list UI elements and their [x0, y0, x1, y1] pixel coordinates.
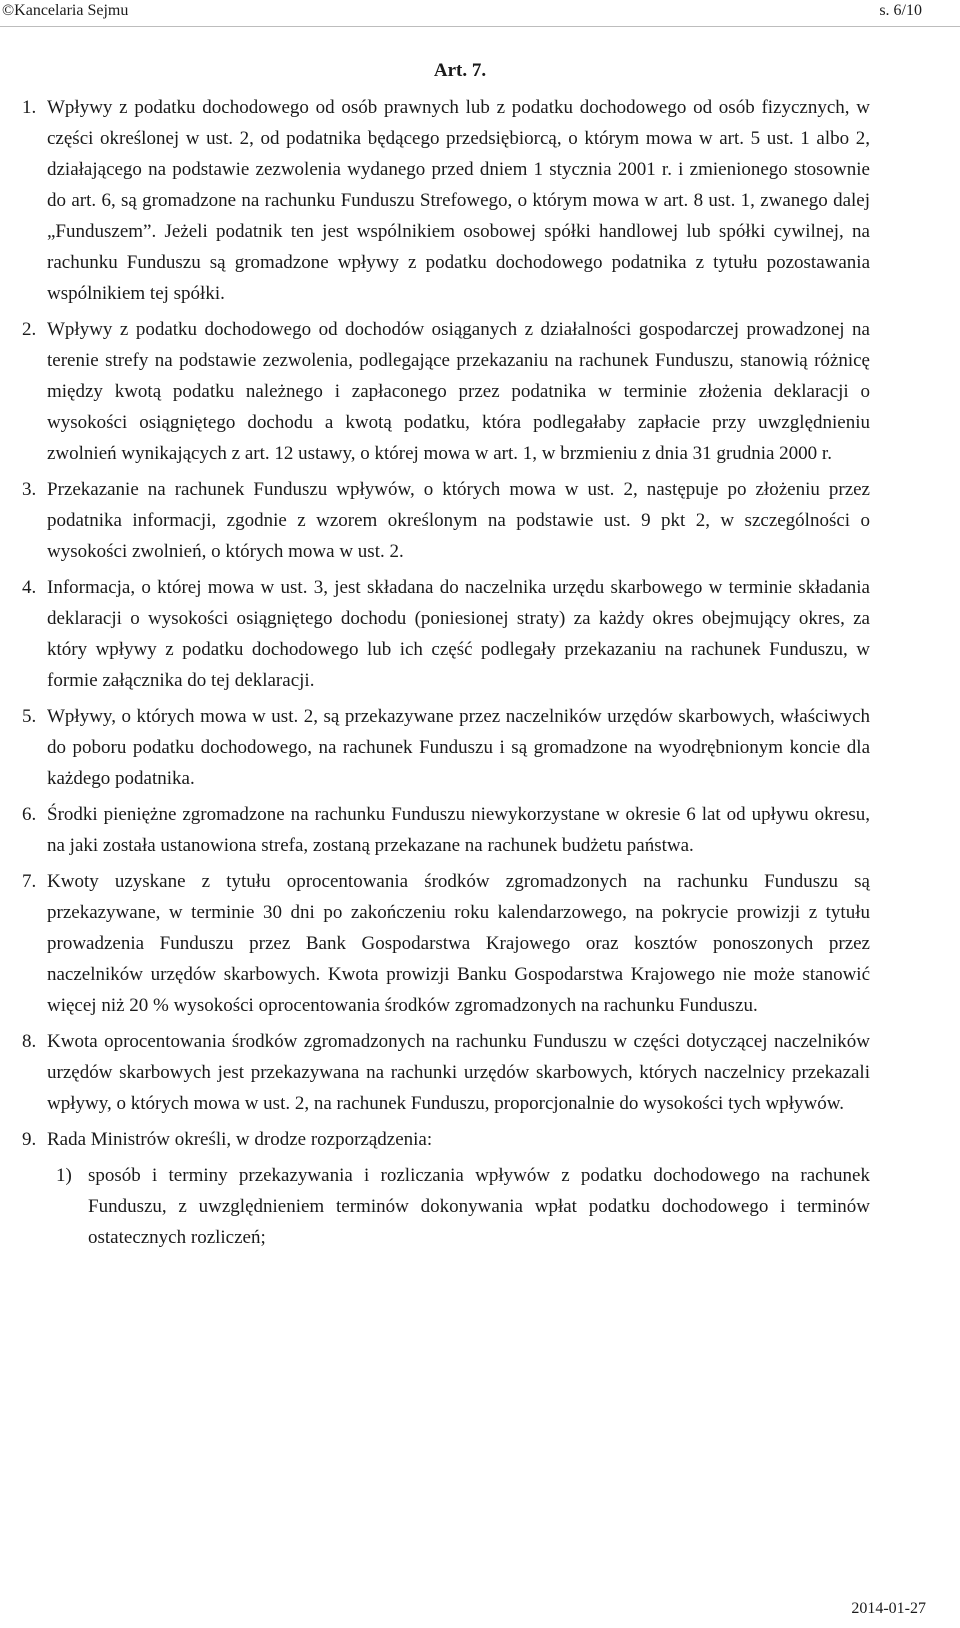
paragraph-2 — [22, 314, 870, 469]
article-content — [22, 92, 870, 1253]
paragraph-number: 8. — [22, 1031, 37, 1052]
paragraph-number: 4. — [22, 577, 37, 598]
page-header — [0, 0, 960, 27]
paragraph-8 — [22, 1026, 870, 1119]
article-title: Art. 7. — [433, 60, 487, 81]
paragraph-3 — [22, 474, 870, 567]
paragraph-text: Rada Ministrów określi, w drodze rozporządzenia: — [47, 1129, 433, 1150]
paragraph-text: Kwoty uzyskane z tytułu oprocentowania środków zgromadzonych na rachunku Funduszu są przekazywane, w terminie 30 dni po zakończeniu roku kalendarzowego, na pokrycie prowizji z tytułu prowadzenia Funduszu przez Bank Gospodarstwa Krajowego oraz kosztów ponoszonych przez naczelników urzędów skarbowych. Kwota prowizji Banku Gospodarstwa Krajowego nie może stanowić więcej niż 20 % wysokości oprocentowania środków zgromadzonych na rachunku Funduszu. — [47, 871, 870, 1016]
paragraph-text: Wpływy z podatku dochodowego od osób prawnych lub z podatku dochodowego od osób fizycznych, w części określonej w ust. 2, od podatnika będącego przedsiębiorcą, o którym mowa w art. 5 ust. 1 albo 2, działającego na podstawie zezwolenia wydanego przed dniem 1 stycznia 2001 r. i zmienionego stosownie do art. 6, są gromadzone na rachunku Funduszu Strefowego, o którym mowa w art. 8 ust. 1, zwanego dalej „Funduszem”. Jeżeli podatnik ten jest wspólnikiem osobowej spółki handlowej lub spółki cywilnej, na rachunku Funduszu są gromadzone wpływy z podatku dochodowego podatnika z tytułu pozostawania wspólnikiem tej spółki. — [47, 97, 870, 304]
paragraph-text: Środki pieniężne zgromadzone na rachunku Funduszu niewykorzystane w okresie 6 lat od upływu okresu, na jaki została ustanowiona strefa, zostaną przekazane na rachunek budżetu państwa. — [47, 804, 870, 856]
footer-date: 2014-01-27 — [851, 1600, 926, 1617]
paragraph-text: Informacja, o której mowa w ust. 3, jest składana do naczelnika urzędu skarbowego w terminie składania deklaracji o wysokości osiągniętego dochodu (poniesionej straty) za każdy okres obejmujący okres, za który wpływy z podatku dochodowego lub ich część podlegały przekazaniu na rachunek Funduszu, w formie załącznika do tej deklaracji. — [47, 577, 870, 691]
paragraph-number: 3. — [22, 479, 37, 500]
paragraph-number: 7. — [22, 871, 37, 892]
source-label: ©Kancelaria Sejmu — [2, 2, 129, 19]
point-1 — [22, 1160, 870, 1253]
paragraph-9 — [22, 1124, 870, 1155]
point-text: sposób i terminy przekazywania i rozliczania wpływów z podatku dochodowego na rachunek Funduszu, z uwzględnieniem terminów dokonywania wpłat podatku dochodowego i terminów ostatecznych rozliczeń; — [88, 1165, 870, 1248]
paragraph-4 — [22, 572, 870, 696]
paragraph-number: 2. — [22, 319, 37, 340]
paragraph-7 — [22, 866, 870, 1021]
paragraph-number: 6. — [22, 804, 37, 825]
paragraph-text: Kwota oprocentowania środków zgromadzonych na rachunku Funduszu w części dotyczącej naczelników urzędów skarbowych jest przekazywana na rachunki urzędów skarbowych, których naczelnicy przekazali wpływy, o których mowa w ust. 2, na rachunek Funduszu, proporcjonalnie do wysokości tych wpływów. — [47, 1031, 870, 1114]
paragraph-6 — [22, 799, 870, 861]
paragraph-text: Wpływy, o których mowa w ust. 2, są przekazywane przez naczelników urzędów skarbowych, właściwych do poboru podatku dochodowego, na rachunek Funduszu i są gromadzone na wyodrębnionym koncie dla każdego podatnika. — [47, 706, 870, 789]
page-number: s. 6/10 — [879, 2, 922, 19]
paragraph-text: Wpływy z podatku dochodowego od dochodów osiąganych z działalności gospodarczej prowadzonej na terenie strefy na podstawie zezwolenia, podlegające przekazaniu na rachunek Funduszu, stanowią różnicę między kwotą podatku należnego i zapłaconego przez podatnika w terminie złożenia deklaracji o wysokości osiągniętego dochodu a kwotą podatku, która podlegałaby zapłacie przy uwzględnieniu zwolnień wynikających z art. 12 ustawy, o której mowa w art. 1, w brzmieniu z dnia 31 grudnia 2000 r. — [47, 319, 870, 464]
paragraph-text: Przekazanie na rachunek Funduszu wpływów, o których mowa w ust. 2, następuje po złożeniu przez podatnika informacji, zgodnie z wzorem określonym na podstawie ust. 9 pkt 2, w szczególności o wysokości zwolnień, o których mowa w ust. 2. — [47, 479, 870, 562]
paragraph-number: 9. — [22, 1129, 37, 1150]
paragraph-number: 1. — [22, 97, 37, 118]
paragraph-number: 5. — [22, 706, 37, 727]
paragraph-5 — [22, 701, 870, 794]
point-number: 1) — [56, 1165, 72, 1186]
paragraph-1 — [22, 92, 870, 309]
